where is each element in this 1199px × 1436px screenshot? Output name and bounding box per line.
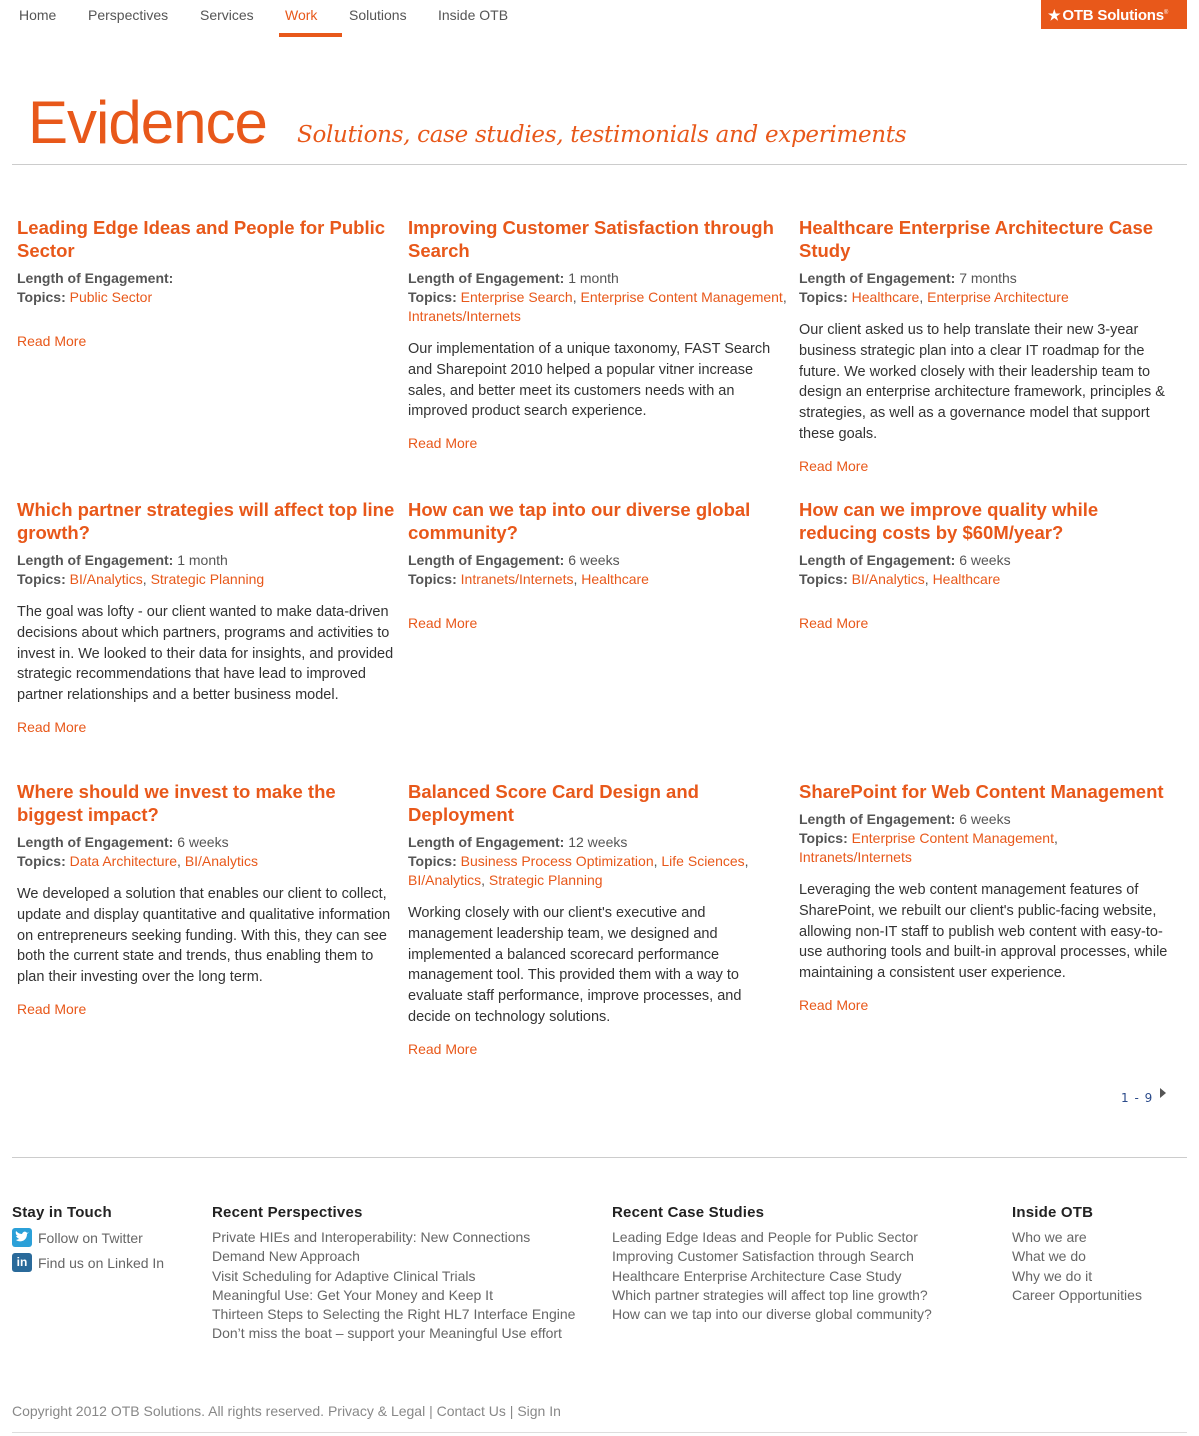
card-title[interactable]: Balanced Score Card Design and Deployment <box>408 781 699 825</box>
card-title[interactable]: Healthcare Enterprise Architecture Case Study <box>799 217 1154 261</box>
card-title[interactable]: SharePoint for Web Content Management <box>799 781 1164 802</box>
twitter-icon <box>12 1228 32 1247</box>
card-summary: Working closely with our client's executive and management leadership team, we designed and implemented a balanced scorecard performance management tool. This provided them with a way to evaluate staff performance, improve processes, and decide on technology solutions. <box>408 905 742 1025</box>
topics-label: Topics: <box>408 853 457 869</box>
length-value: 12 weeks <box>568 834 628 850</box>
card-title[interactable]: Which partner strategies will affect top line growth? <box>17 499 395 543</box>
read-more-link[interactable]: Read More <box>799 996 869 1013</box>
engagement-length <box>17 833 397 852</box>
topics-label: Topics: <box>799 289 848 305</box>
topics: Topics: BI/Analytics, Strategic Planning <box>17 571 265 587</box>
topics: Topics: Enterprise Search, Enterprise Content Management, Intranets/Internets <box>408 289 787 324</box>
topics <box>17 288 397 307</box>
topics: Topics: Business Process Optimization, Life Sciences, BI/Analytics, Strategic Planning <box>408 853 749 888</box>
linkedin-label: Find us on Linked In <box>38 1254 165 1271</box>
topic-link[interactable]: Enterprise Content Management <box>580 289 783 305</box>
read-more-link[interactable]: Read More <box>799 457 869 474</box>
card-summary: The goal was lofty - our client wanted to make data-driven decisions about which partners, programs and activities to invest in. We looked to their data for insights, and provided strategic recommendations that have lead to improved partner relationships and a better business model. <box>17 604 394 704</box>
footer-heading: Inside OTB <box>1012 1204 1094 1221</box>
footer-heading: Recent Case Studies <box>612 1204 765 1221</box>
topics-label: Topics: <box>408 289 457 305</box>
topic-link[interactable]: Data Architecture <box>69 853 178 869</box>
length-label: Length of Engagement: <box>17 552 174 568</box>
topics-label: Topics: <box>17 853 66 869</box>
topic-link[interactable]: Healthcare <box>932 571 1001 587</box>
topics-label: Topics: <box>17 289 66 305</box>
topic-link[interactable]: Strategic Planning <box>488 872 603 888</box>
length-value: 1 month <box>177 552 228 568</box>
footer-recent-perspectives <box>212 1204 592 1344</box>
topics: Topics: Data Architecture, BI/Analytics <box>17 853 258 869</box>
divider <box>12 1432 1187 1433</box>
copyright-bar: Copyright 2012 OTB Solutions. All rights reserved. Privacy & Legal | Contact Us | Sign In <box>12 1403 561 1419</box>
nav-work[interactable]: Work <box>285 7 318 23</box>
length-label: Length of Engagement: <box>408 552 565 568</box>
length-value: 1 month <box>568 270 619 286</box>
length-label: Length of Engagement: <box>799 270 956 286</box>
divider <box>12 164 1187 165</box>
read-more-link[interactable]: Read More <box>408 435 478 452</box>
topic-link[interactable]: Public Sector <box>69 289 153 305</box>
topic-link[interactable]: Strategic Planning <box>150 571 265 587</box>
topics-label: Topics: <box>408 571 457 587</box>
topic-link[interactable]: Enterprise Search <box>460 289 573 305</box>
top-nav <box>0 0 1199 40</box>
page-subtitle: Solutions, case studies, testimonials and experiments <box>297 122 907 148</box>
logo-registered-mark: ® <box>1163 10 1169 16</box>
topic-link[interactable]: Healthcare <box>581 571 649 587</box>
case-study-card <box>799 498 1174 633</box>
topics: Topics: Healthcare, Enterprise Architecture <box>799 289 1069 305</box>
length-label: Length of Engagement: <box>17 834 174 850</box>
case-study-card <box>17 498 397 737</box>
card-title[interactable]: How can we improve quality while reducing costs by $60M/year? <box>799 499 1099 543</box>
topic-link[interactable]: Intranets/Internets <box>408 308 521 324</box>
linkedin-link[interactable] <box>12 1253 202 1272</box>
footer-stay-in-touch <box>12 1204 202 1278</box>
nav-home[interactable]: Home <box>19 7 57 23</box>
nav-inside-otb[interactable]: Inside OTB <box>438 7 509 23</box>
topics: Topics: Intranets/Internets, Healthcare <box>408 571 649 587</box>
case-study-card <box>408 780 788 1059</box>
length-value: 6 weeks <box>177 834 229 850</box>
read-more-link[interactable]: Read More <box>17 333 87 349</box>
case-study-link[interactable]: Which partner strategies will affect top line growth? <box>612 1286 928 1303</box>
card-summary: Our client asked us to help translate their new 3-year business strategic plan into a clear IT roadmap for the future. We worked closely with their leadership team to design an enterprise architecture framework, principles & strategies, as well as a governance model that support these goals. <box>799 322 1165 442</box>
inside-link-why[interactable]: Why we do it <box>1012 1267 1093 1284</box>
engagement-length <box>799 269 1174 288</box>
divider <box>12 1157 1187 1158</box>
case-study-card <box>17 216 397 351</box>
engagement-length <box>17 269 397 288</box>
sign-in-link[interactable]: Sign In <box>517 1403 561 1419</box>
engagement-length <box>408 269 788 288</box>
topic-link[interactable]: Enterprise Content Management <box>851 830 1054 846</box>
perspective-link[interactable]: Visit Scheduling for Adaptive Clinical Trials <box>212 1267 476 1284</box>
otb-logo[interactable] <box>1041 0 1187 29</box>
length-value: 7 months <box>959 270 1017 286</box>
engagement-length <box>408 551 788 570</box>
engagement-length <box>799 810 1174 829</box>
twitter-link[interactable] <box>12 1228 202 1247</box>
case-study-link[interactable]: Leading Edge Ideas and People for Public Sector <box>612 1229 918 1245</box>
next-page-icon[interactable] <box>1160 1088 1166 1098</box>
case-study-link[interactable]: Healthcare Enterprise Architecture Case Study <box>612 1267 902 1284</box>
card-title[interactable]: How can we tap into our diverse global community? <box>408 499 751 543</box>
nav-services[interactable]: Services <box>200 7 254 23</box>
length-value: 6 weeks <box>959 811 1011 827</box>
inside-link-what[interactable]: What we do <box>1012 1248 1086 1265</box>
footer-recent-case-studies <box>612 1204 992 1324</box>
engagement-length <box>17 551 397 570</box>
read-more-link[interactable]: Read More <box>17 1000 87 1017</box>
length-value: 6 weeks <box>959 552 1011 568</box>
card-summary: Our implementation of a unique taxonomy, FAST Search and Sharepoint 2010 helped a popular vitner increase sales, and better meet its customers needs with an improved product search experience. <box>408 341 771 420</box>
read-more-link[interactable]: Read More <box>408 1040 478 1057</box>
inside-link-careers[interactable]: Career Opportunities <box>1012 1286 1142 1303</box>
topics: Topics: BI/Analytics, Healthcare <box>799 571 1001 587</box>
topics-label: Topics: <box>17 571 66 587</box>
nav-perspectives[interactable]: Perspectives <box>88 7 169 23</box>
copyright-text: Copyright 2012 OTB Solutions. All rights reserved. <box>12 1403 325 1419</box>
contact-link[interactable]: Contact Us <box>436 1403 506 1419</box>
topics: Topics: Enterprise Content Management, Intranets/Internets <box>799 830 1058 865</box>
length-value: 6 weeks <box>568 552 620 568</box>
pager-range: 1 - 9 <box>1121 1091 1154 1105</box>
case-study-card <box>799 780 1174 1015</box>
card-title[interactable]: Where should we invest to make the biggest impact? <box>17 781 336 825</box>
case-study-card <box>799 216 1174 476</box>
card-summary: We developed a solution that enables our client to collect, update and display quantitative and qualitative information on entrepreneurs seeking funding. With this, they can see both the current state and trends, thus enabling them to plan their investing over the long term. <box>17 886 391 986</box>
case-study-link[interactable]: How can we tap into our diverse global community? <box>612 1306 932 1323</box>
footer-heading: Stay in Touch <box>12 1204 112 1221</box>
footer-inside-otb <box>1012 1204 1187 1305</box>
logo-text: OTB Solutions <box>1062 7 1164 24</box>
length-label: Length of Engagement: <box>408 270 565 286</box>
perspective-link[interactable]: Thirteen Steps to Selecting the Right HL7 Interface Engine <box>212 1306 576 1323</box>
topic-link[interactable]: Intranets/Internets <box>460 571 574 587</box>
linkedin-icon: in <box>12 1253 32 1272</box>
case-study-card <box>17 780 397 1019</box>
twitter-label: Follow on Twitter <box>38 1229 143 1246</box>
page-title: Evidence <box>28 89 267 156</box>
engagement-length <box>799 551 1174 570</box>
topics-label: Topics: <box>799 830 848 846</box>
privacy-link[interactable]: Privacy & Legal <box>327 1403 426 1419</box>
active-tab-indicator <box>279 33 342 37</box>
length-label: Length of Engagement: <box>799 552 956 568</box>
topic-link[interactable]: Life Sciences <box>661 853 745 869</box>
case-study-link[interactable]: Improving Customer Satisfaction through Search <box>612 1248 914 1265</box>
length-label: Length of Engagement: <box>408 834 565 850</box>
topic-link[interactable]: BI/Analytics <box>408 872 482 888</box>
perspective-link[interactable]: Meaningful Use: Get Your Money and Keep It <box>212 1286 493 1303</box>
perspective-link[interactable]: Private HIEs and Interoperability: New Connections Demand New Approach <box>212 1229 531 1265</box>
read-more-link[interactable]: Read More <box>408 615 478 631</box>
topic-link[interactable]: Enterprise Architecture <box>927 289 1069 305</box>
topic-link[interactable]: BI/Analytics <box>851 571 925 587</box>
topics-label: Topics: <box>799 571 848 587</box>
inside-link-who[interactable]: Who we are <box>1012 1229 1087 1245</box>
card-summary: Leveraging the web content management features of SharePoint, we rebuilt our client's public-facing website, allowing non-IT staff to publish web content with easy-to-use authoring tools and built-in approval processes, while maintaining a consistent user experience. <box>799 882 1168 982</box>
length-label: Length of Engagement: <box>17 270 174 286</box>
case-study-card <box>408 216 788 453</box>
topic-link[interactable]: BI/Analytics <box>69 571 143 587</box>
topic-link[interactable]: Healthcare <box>851 289 920 305</box>
nav-solutions[interactable]: Solutions <box>349 7 407 23</box>
read-more-link[interactable]: Read More <box>799 615 869 631</box>
card-title[interactable]: Improving Customer Satisfaction through Search <box>408 217 774 261</box>
engagement-length <box>408 833 788 852</box>
read-more-link[interactable]: Read More <box>17 718 87 735</box>
length-label: Length of Engagement: <box>799 811 956 827</box>
topic-link[interactable]: Business Process Optimization <box>460 853 654 869</box>
case-study-card <box>408 498 788 633</box>
card-title[interactable]: Leading Edge Ideas and People for Public Sector <box>17 217 386 261</box>
topic-link[interactable]: BI/Analytics <box>184 853 258 869</box>
star-icon: ★ <box>1048 7 1061 23</box>
perspective-link[interactable]: Don’t miss the boat – support your Meaningful Use effort <box>212 1325 562 1342</box>
topic-link[interactable]: Intranets/Internets <box>799 849 912 865</box>
footer-heading: Recent Perspectives <box>212 1204 363 1221</box>
